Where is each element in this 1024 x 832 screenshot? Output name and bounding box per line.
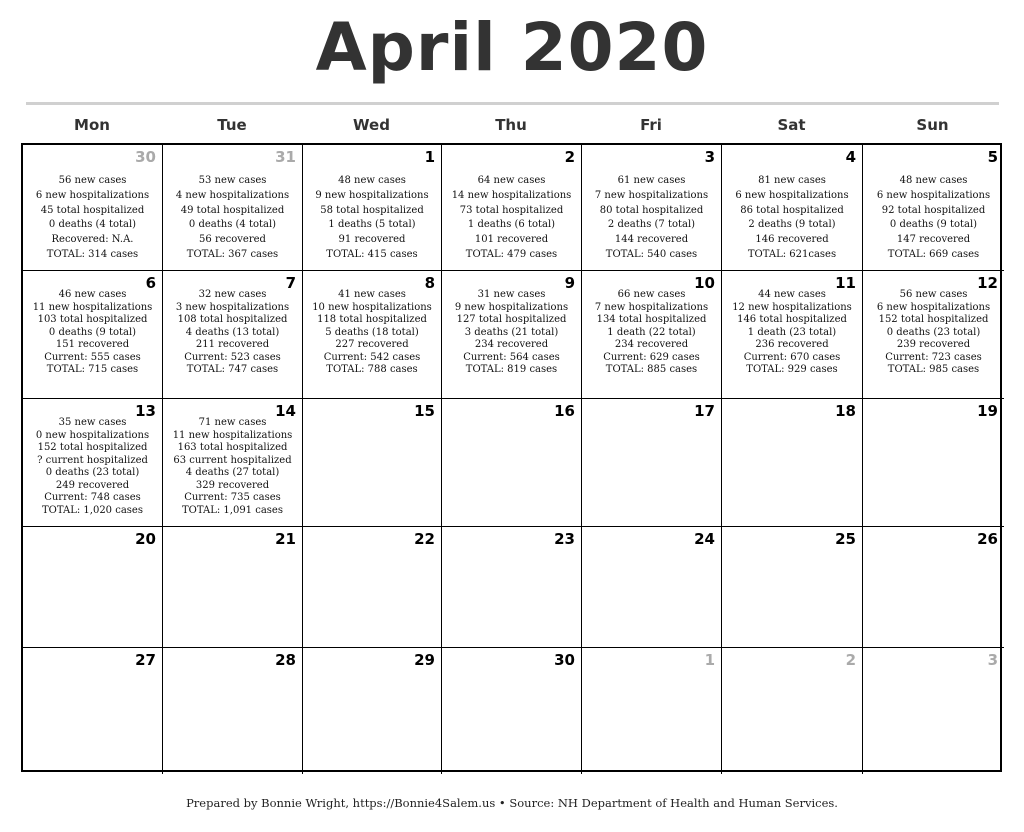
day-cell (303, 648, 442, 774)
day-number: 3 (987, 651, 998, 669)
day-number: 24 (694, 530, 715, 548)
stat-line: TOTAL: 788 cases (326, 364, 418, 375)
stat-line: 101 recovered (474, 234, 549, 246)
stat-line: TOTAL: 314 cases (46, 248, 139, 260)
stat-line: 118 total hospitalized (317, 314, 427, 325)
stat-line: Recovered: N.A. (51, 234, 134, 246)
day-cell (442, 399, 582, 527)
stat-line: TOTAL: 1,091 cases (182, 504, 283, 516)
stat-line: Current: 564 cases (463, 351, 560, 363)
stat-line: 9 new hospitalizations (315, 189, 429, 201)
stat-line: 6 new hospitalizations (735, 189, 849, 201)
stat-line: 4 new hospitalizations (175, 189, 290, 201)
stat-line: 58 total hospitalized (320, 204, 424, 216)
stat-line: 0 deaths (23 total) (886, 326, 981, 338)
day-stats (863, 289, 1004, 377)
day-number: 5 (987, 148, 998, 166)
day-number: 3 (704, 148, 715, 166)
day-stats (722, 174, 862, 263)
weekday-fri: Fri (640, 116, 662, 134)
day-number: 6 (145, 274, 156, 292)
day-stats (582, 174, 721, 263)
stat-line: 1 death (23 total) (747, 326, 837, 338)
day-stats (582, 289, 721, 377)
stat-line: 103 total hospitalized (37, 314, 148, 325)
stat-line: 152 total hospitalized (878, 314, 989, 325)
day-cell (582, 145, 722, 271)
day-stats (722, 289, 862, 377)
day-number: 29 (414, 651, 435, 669)
day-stats (163, 289, 302, 377)
stat-line: TOTAL: 367 cases (186, 248, 279, 260)
stat-line: Current: 735 cases (184, 492, 281, 503)
day-number: 30 (554, 651, 575, 669)
weekday-sun: Sun (916, 116, 949, 134)
day-cell (23, 527, 163, 648)
stat-line: 234 recovered (474, 339, 549, 350)
stat-line: 10 new hospitalizations (312, 301, 432, 313)
stat-line: 4 deaths (27 total) (185, 467, 280, 478)
stat-line: 144 recovered (614, 234, 689, 246)
day-cell (442, 648, 582, 774)
stat-line: TOTAL: 415 cases (326, 248, 418, 260)
stat-line: 249 recovered (55, 479, 130, 491)
stat-line: 0 deaths (4 total) (188, 219, 277, 231)
stat-line: 236 recovered (755, 339, 829, 350)
day-number: 21 (275, 530, 296, 548)
stat-line: Current: 748 cases (44, 492, 141, 503)
stat-line: 3 deaths (21 total) (464, 326, 559, 338)
day-cell (163, 399, 303, 527)
stat-line: 3 new hospitalizations (175, 301, 290, 313)
day-number: 27 (135, 651, 156, 669)
stat-line: 56 new cases (58, 175, 127, 186)
stat-line: 7 new hospitalizations (594, 189, 709, 201)
day-number: 4 (845, 148, 856, 166)
stat-line: 2 deaths (7 total) (607, 219, 696, 231)
day-cell (863, 145, 1004, 271)
day-cell (722, 399, 863, 527)
day-number: 18 (835, 402, 856, 420)
day-number: 31 (275, 148, 296, 166)
stat-line: 227 recovered (335, 339, 409, 350)
stat-line: 5 deaths (18 total) (325, 326, 419, 338)
stat-line: 1 death (22 total) (607, 326, 696, 338)
stat-line: 7 new hospitalizations (594, 301, 709, 313)
stat-line: 11 new hospitalizations (172, 429, 293, 441)
stat-line: 146 total hospitalized (737, 314, 847, 325)
day-number: 1 (704, 651, 715, 669)
stat-line: 163 total hospitalized (177, 442, 288, 453)
stat-line: 6 new hospitalizations (35, 189, 150, 201)
weekday-thu: Thu (495, 116, 527, 134)
day-number: 22 (414, 530, 435, 548)
stat-line: 0 deaths (23 total) (45, 467, 140, 478)
stat-line: 0 deaths (9 total) (48, 326, 137, 338)
stat-line: Current: 629 cases (603, 351, 700, 363)
day-number: 10 (694, 274, 715, 292)
day-cell (863, 648, 1004, 774)
stat-line: 46 new cases (58, 289, 127, 300)
day-number: 16 (554, 402, 575, 420)
day-cell (163, 648, 303, 774)
stat-line: TOTAL: 885 cases (605, 364, 698, 375)
day-stats (23, 174, 162, 263)
stat-line: 0 deaths (4 total) (48, 219, 137, 231)
day-cell (163, 527, 303, 648)
weekday-mon: Mon (74, 116, 110, 134)
day-number: 14 (275, 402, 296, 420)
day-stats (23, 289, 162, 377)
stat-line: 6 new hospitalizations (876, 189, 991, 201)
day-cell (582, 648, 722, 774)
stat-line: 152 total hospitalized (37, 442, 148, 453)
stat-line: TOTAL: 929 cases (746, 364, 838, 375)
day-number: 9 (564, 274, 575, 292)
footer-credit: Prepared by Bonnie Wright, https://Bonnie4Salem.us • Source: NH Department of Health and Human Services. (186, 796, 838, 810)
stat-line: 146 recovered (755, 234, 829, 246)
stat-line: 81 new cases (758, 175, 826, 186)
stat-line: 32 new cases (198, 289, 267, 300)
day-number: 2 (845, 651, 856, 669)
day-number: 17 (694, 402, 715, 420)
day-number: 8 (424, 274, 435, 292)
stat-line: TOTAL: 540 cases (605, 248, 698, 260)
day-cell (722, 271, 863, 399)
stat-line: 239 recovered (896, 339, 971, 350)
stat-line: 329 recovered (195, 479, 270, 491)
day-number: 7 (285, 274, 296, 292)
day-cell (163, 271, 303, 399)
day-number: 11 (835, 274, 856, 292)
stat-line: 0 deaths (9 total) (889, 219, 978, 231)
day-stats (442, 174, 581, 263)
stat-line: 6 new hospitalizations (876, 301, 991, 313)
day-number: 15 (414, 402, 435, 420)
stat-line: TOTAL: 621cases (747, 248, 837, 260)
stat-line: 61 new cases (617, 175, 686, 186)
stat-line: 56 new cases (899, 289, 968, 300)
stat-line: 45 total hospitalized (40, 204, 145, 216)
stat-line: 64 new cases (477, 175, 546, 186)
day-number: 19 (977, 402, 998, 420)
day-cell (582, 271, 722, 399)
stat-line: 56 recovered (199, 234, 266, 246)
day-cell (23, 271, 163, 399)
weekday-sat: Sat (777, 116, 806, 134)
stat-line: TOTAL: 985 cases (887, 364, 980, 375)
stat-line: 147 recovered (896, 234, 971, 246)
stat-line: 80 total hospitalized (599, 204, 704, 216)
stat-line: 0 new hospitalizations (35, 429, 150, 441)
day-stats (23, 417, 162, 517)
stat-line: TOTAL: 819 cases (465, 364, 558, 375)
day-cell (722, 145, 863, 271)
stat-line: 134 total hospitalized (596, 314, 707, 325)
stat-line: 53 new cases (198, 175, 267, 186)
stat-line: Current: 723 cases (885, 351, 982, 363)
day-cell (863, 527, 1004, 648)
stat-line: 49 total hospitalized (180, 204, 285, 216)
stat-line: Current: 670 cases (743, 351, 841, 363)
weekday-wed: Wed (353, 116, 390, 134)
day-number: 30 (135, 148, 156, 166)
stat-line: TOTAL: 669 cases (887, 248, 980, 260)
day-cell (442, 527, 582, 648)
day-stats (863, 174, 1004, 263)
title-divider (26, 102, 999, 105)
day-number: 20 (135, 530, 156, 548)
stat-line: 44 new cases (758, 289, 826, 300)
day-cell (23, 648, 163, 774)
stat-line: 234 recovered (614, 339, 689, 350)
stat-line: ? current hospitalized (37, 454, 148, 466)
stat-line: 12 new hospitalizations (732, 301, 852, 313)
stat-line: TOTAL: 479 cases (465, 248, 558, 260)
stat-line: TOTAL: 715 cases (46, 364, 139, 375)
calendar-title: April 2020 (315, 9, 709, 86)
day-cell (582, 399, 722, 527)
day-stats (163, 174, 302, 263)
day-stats (442, 289, 581, 377)
stat-line: 41 new cases (338, 289, 406, 300)
day-number: 12 (977, 274, 998, 292)
stat-line: 48 new cases (338, 175, 406, 186)
stat-line: Current: 555 cases (44, 351, 141, 363)
stat-line: 66 new cases (617, 289, 686, 300)
stat-line: 4 deaths (13 total) (185, 326, 280, 338)
day-number: 13 (135, 402, 156, 420)
stat-line: 127 total hospitalized (456, 314, 567, 325)
stat-line: 86 total hospitalized (740, 204, 844, 216)
stat-line: 9 new hospitalizations (454, 301, 569, 313)
day-cell (303, 527, 442, 648)
day-stats (163, 417, 302, 517)
stat-line: 108 total hospitalized (177, 314, 288, 325)
stat-line: 11 new hospitalizations (32, 301, 153, 313)
stat-line: 14 new hospitalizations (451, 189, 572, 201)
stat-line: Current: 523 cases (184, 351, 281, 363)
day-cell (23, 399, 163, 527)
day-cell (863, 399, 1004, 527)
stat-line: 48 new cases (899, 175, 968, 186)
day-number: 2 (564, 148, 575, 166)
day-number: 26 (977, 530, 998, 548)
day-cell (23, 145, 163, 271)
stat-line: TOTAL: 747 cases (186, 364, 279, 375)
stat-line: 2 deaths (9 total) (748, 219, 836, 231)
day-cell (303, 145, 442, 271)
day-number: 28 (275, 651, 296, 669)
stat-line: 73 total hospitalized (459, 204, 564, 216)
day-number: 25 (835, 530, 856, 548)
day-cell (582, 527, 722, 648)
stat-line: 31 new cases (477, 289, 546, 300)
day-cell (722, 648, 863, 774)
stat-line: 1 deaths (5 total) (328, 219, 416, 231)
stat-line: 35 new cases (58, 417, 127, 428)
stat-line: TOTAL: 1,020 cases (42, 504, 143, 516)
stat-line: 63 current hospitalized (173, 454, 292, 466)
weekday-header-row (22, 112, 1003, 138)
weekday-tue: Tue (217, 116, 247, 134)
day-cell (722, 527, 863, 648)
day-cell (442, 271, 582, 399)
day-number: 23 (554, 530, 575, 548)
day-cell (303, 271, 442, 399)
day-cell (303, 399, 442, 527)
stat-line: 71 new cases (198, 417, 267, 428)
stat-line: 211 recovered (195, 339, 270, 350)
day-cell (442, 145, 582, 271)
day-number: 1 (424, 148, 435, 166)
stat-line: 92 total hospitalized (881, 204, 986, 216)
day-stats (303, 289, 441, 377)
stat-line: 151 recovered (55, 339, 130, 350)
day-cell (163, 145, 303, 271)
stat-line: 91 recovered (338, 234, 406, 246)
calendar-grid (21, 143, 1002, 772)
day-stats (303, 174, 441, 263)
stat-line: 1 deaths (6 total) (467, 219, 556, 231)
day-cell (863, 271, 1004, 399)
stat-line: Current: 542 cases (323, 351, 421, 363)
